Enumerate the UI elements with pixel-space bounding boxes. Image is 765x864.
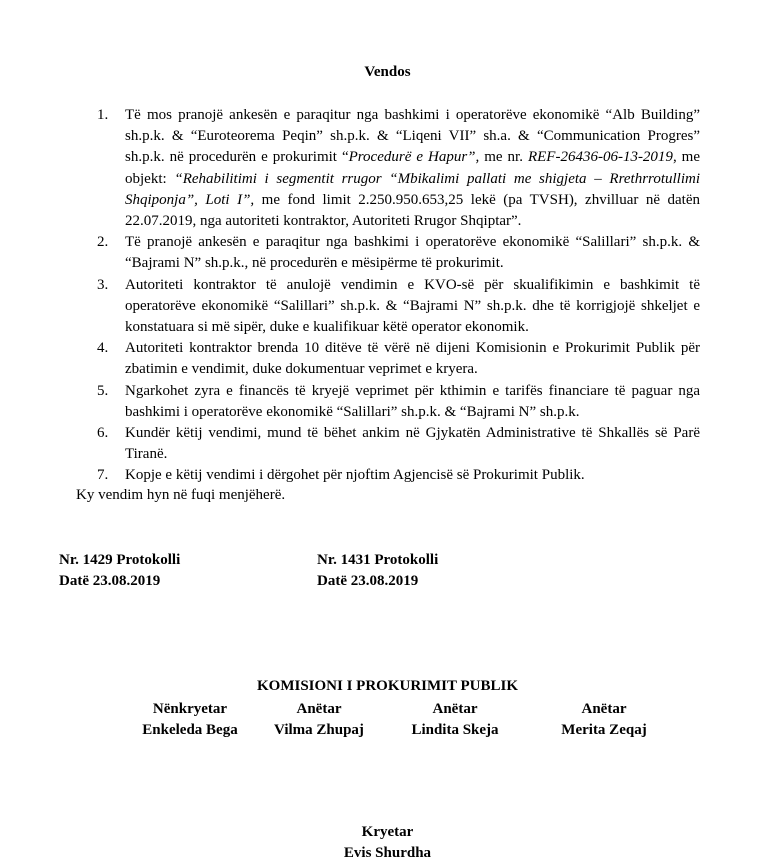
decision-text: “Rehabilitimi i segmentit rrugor “Mbikalimi pallati me shigjeta – Rrethrrotullimi Shqiponja”, Loti I”, [125,170,700,208]
protocol-block-2 [317,550,438,592]
decision-list [82,105,700,487]
decision-text: Të mos pranojë ankesën e paraqitur nga bashkimi i operatorëve ekonomikë “Alb Building” sh.p.k. & “Euroteorema Peqin” sh.p.k. & “Liqeni VII” sh.a. & “Communication Progres” sh.p.k. në procedurën e prokurimit “ [125,107,700,166]
decision-item [82,105,700,232]
protocol-number: Nr. 1431 Protokolli [317,552,439,568]
decision-text: Ngarkohet zyra e financës të kryejë veprimet për kthimin e tarifës financiare të paguar nga bashkimi i operatorëve ekonomikë “Salillari” sh.p.k. & “Bajrami N” sh.p.k. [125,382,700,420]
member-role: Nënkryetar [152,701,228,717]
committee-chair [0,822,765,864]
decision-item [82,338,700,380]
decision-text: Kopje e këtij vendimi i dërgohet për njoftim Agjencisë së Prokurimit Publik. [125,467,585,484]
decision-text: REF-26436-06-13-2019 [527,149,673,166]
chair-name: Evis Shurdha [343,845,432,861]
decision-text: Procedurë e Hapur”, [348,149,480,166]
member-role: Anëtar [432,701,478,717]
decision-item [82,275,700,339]
protocol-block-1 [59,550,180,592]
decision-item [82,465,700,486]
decision-item [82,232,700,274]
committee-member [370,699,540,741]
effect-statement: Ky vendim hyn në fuqi menjëherë. [76,487,286,503]
member-name: Vilma Zhupaj [274,722,364,738]
decision-number: 6. [97,425,109,442]
committee-title: KOMISIONI I PROKURIMIT PUBLIK [256,678,518,694]
decision-text: Autoriteti kontraktor të anulojë vendimin e KVO-së për skualifikimin e bashkimit të operatorëve ekonomikë “Salillari” sh.p.k. & “Bajrami N” sh.p.k. dhe të korrigjojë shkeljet e konstatuara si më sipër, duke e kualifikuar këtë operator ekonomik. [125,276,700,336]
protocol-date: Datë 23.08.2019 [317,573,419,589]
decision-text: Kundër këtij vendimi, mund të bëhet ankim në Gjykatën Administrative të Shkallës së Parë Tiranë. [125,425,700,463]
committee-member [519,699,689,741]
chair-role: Kryetar [361,824,414,840]
protocol-number: Nr. 1429 Protokolli [59,552,181,568]
decision-text: me nr. [479,149,528,166]
decision-text: , me objekt: [125,149,700,187]
decision-number: 2. [97,234,109,251]
member-name: Merita Zeqaj [561,722,647,738]
decision-number: 4. [97,340,109,357]
member-role: Anëtar [296,701,342,717]
protocol-date: Datë 23.08.2019 [59,573,161,589]
decision-number: 1. [97,107,109,123]
member-name: Enkeleda Bega [142,722,238,738]
decision-number: 3. [97,276,109,293]
decision-number: 7. [97,467,109,484]
decision-item [82,423,700,465]
section-heading: Vendos [364,64,411,80]
decision-number: 5. [97,382,109,399]
decision-item [82,381,700,423]
decision-text: Të pranojë ankesën e paraqitur nga bashkimi i operatorëve ekonomikë “Salillari” sh.p.k. & “Bajrami N” sh.p.k., në procedurën e mësipërme të prokurimit. [125,234,700,272]
member-name: Lindita Skeja [411,722,499,738]
decision-text: Autoriteti kontraktor brenda 10 ditëve të vërë në dijeni Komisionin e Prokurimit Publik për zbatimin e vendimit, duke dokumentuar veprimet e kryera. [125,340,700,378]
member-role: Anëtar [581,701,627,717]
decision-text: me fond limit 2.250.950.653,25 lekë (pa TVSH), zhvilluar në datën 22.07.2019, nga autoriteti kontraktor, Autoriteti Rrugor Shqiptar”. [125,191,700,230]
